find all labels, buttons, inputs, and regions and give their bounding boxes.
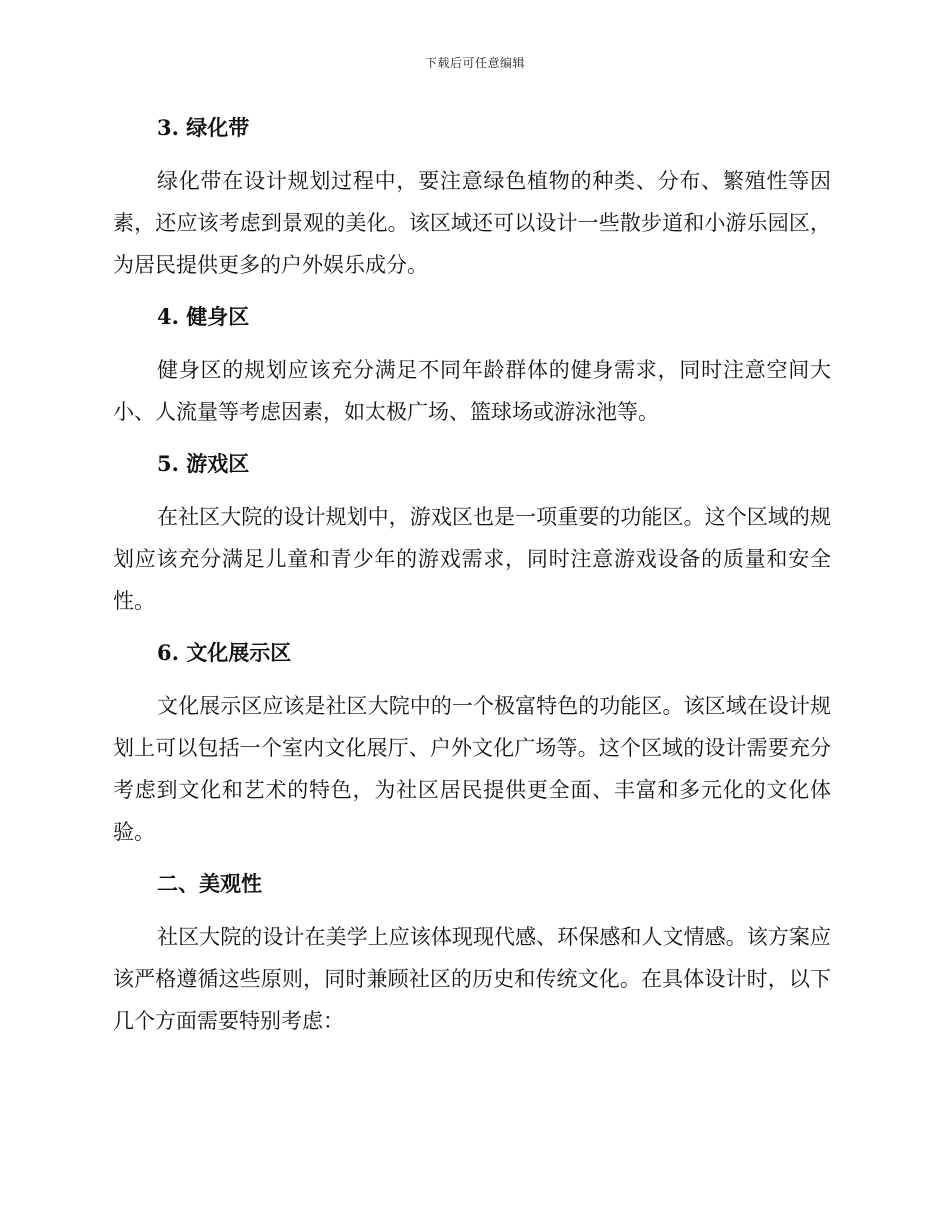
section-heading-green-belt: 3. 绿化带 — [157, 115, 250, 140]
section-paragraph-green-belt: 绿化带在设计规划过程中，要注意绿色植物的种类、分布、繁殖性等因素，还应该考虑到景观的美化。该区域还可以设计一些散步道和小游乐园区，为居民提供更多的户外娱乐成分。 — [113, 169, 831, 277]
document-body — [113, 108, 831, 1042]
section-heading-culture-exhibit: 6. 文化展示区 — [157, 640, 292, 665]
section-heading-aesthetics: 二、美观性 — [157, 871, 262, 896]
section-heading-play-area: 5. 游戏区 — [157, 451, 250, 476]
section-heading-fitness-area: 4. 健身区 — [157, 304, 250, 329]
section-paragraph-fitness-area: 健身区的规划应该充分满足不同年龄群体的健身需求，同时注意空间大小、人流量等考虑因素，如太极广场、篮球场或游泳池等。 — [113, 358, 831, 424]
section-paragraph-aesthetics: 社区大院的设计在美学上应该体现现代感、环保感和人文情感。该方案应该严格遵循这些原则，同时兼顾社区的历史和传统文化。在具体设计时，以下几个方面需要特别考虑： — [113, 925, 831, 1033]
page-header-note: 下载后可任意编辑 — [424, 56, 525, 70]
section-paragraph-play-area: 在社区大院的设计规划中，游戏区也是一项重要的功能区。这个区域的规划应该充分满足儿童和青少年的游戏需求，同时注意游戏设备的质量和安全性。 — [113, 505, 831, 613]
section-paragraph-culture-exhibit: 文化展示区应该是社区大院中的一个极富特色的功能区。该区域在设计规划上可以包括一个室内文化展厅、户外文化广场等。这个区域的设计需要充分考虑到文化和艺术的特色，为社区居民提供更全面、丰富和多元化的文化体验。 — [113, 694, 831, 844]
